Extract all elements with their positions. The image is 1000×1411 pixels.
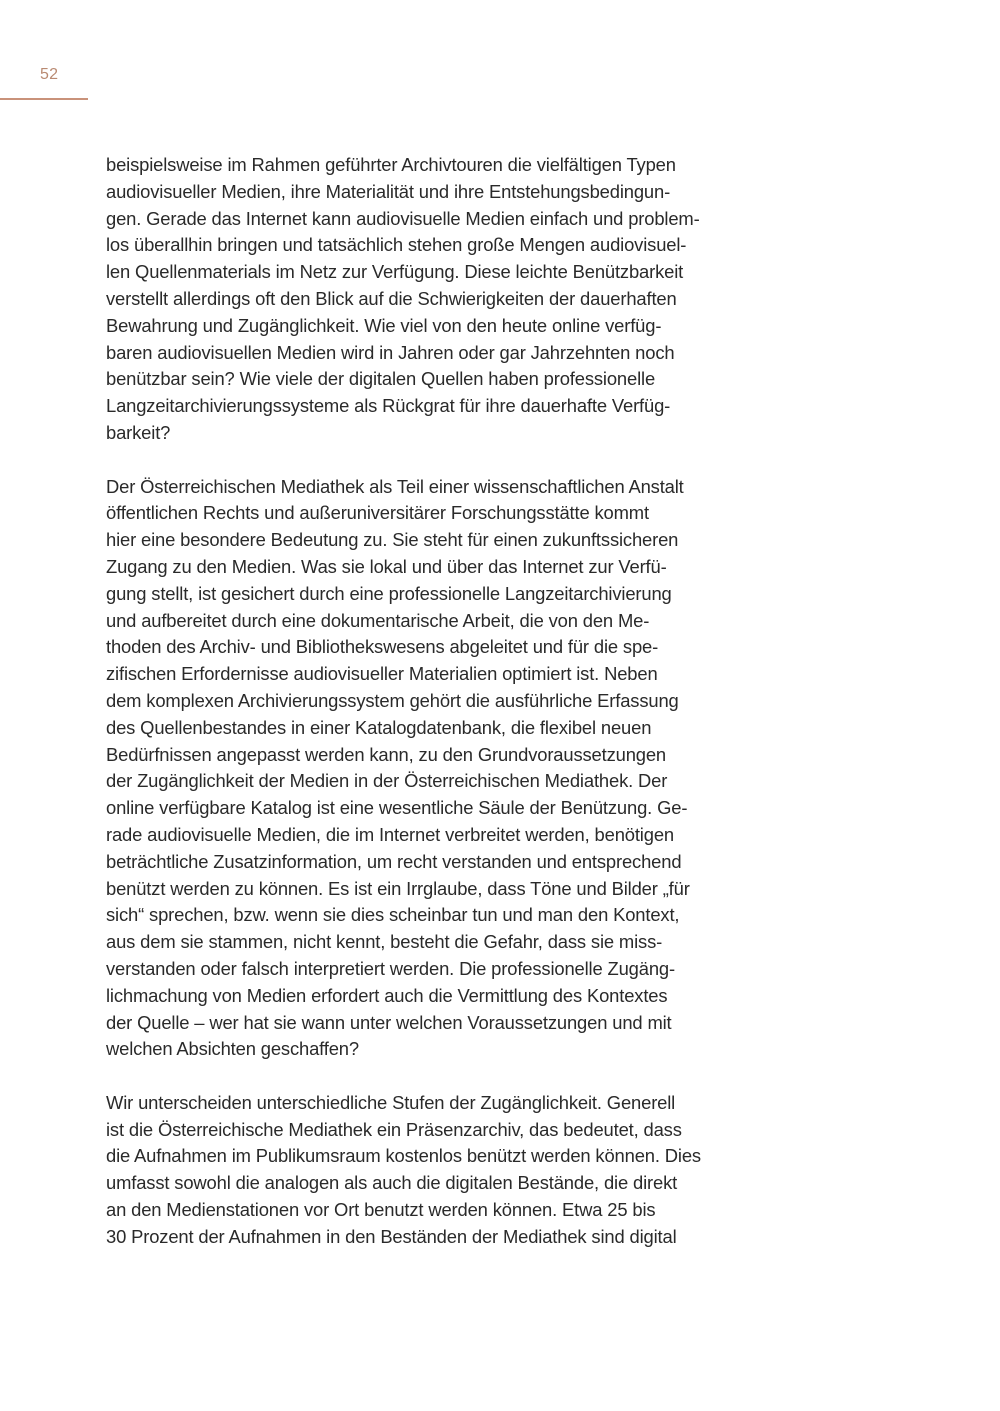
text-line: und aufbereitet durch eine dokumentarische Arbeit, die von den Me- (106, 609, 650, 631)
text-line: welchen Absichten geschaffen? (106, 1038, 359, 1060)
header-rule (0, 98, 88, 100)
text-line: baren audiovisuellen Medien wird in Jahren oder gar Jahrzehnten noch (106, 341, 675, 363)
text-line: hier eine besondere Bedeutung zu. Sie steht für einen zukunftssicheren (106, 529, 679, 551)
text-line: Wir unterscheiden unterschiedliche Stufen der Zugänglichkeit. Generell (106, 1091, 676, 1113)
text-line: benützbar sein? Wie viele der digitalen Quellen haben professionelle (106, 368, 656, 390)
text-line: die Aufnahmen im Publikumsraum kostenlos benützt werden können. Dies (106, 1145, 701, 1167)
paragraph-3 (106, 1090, 786, 1251)
text-line: 30 Prozent der Aufnahmen in den Beständen der Mediathek sind digital (106, 1225, 677, 1247)
paragraph-1 (106, 152, 786, 447)
body-text (106, 152, 786, 1277)
text-line: ist die Österreichische Mediathek ein Präsenzarchiv, das bedeutet, dass (106, 1118, 682, 1140)
text-line: len Quellenmaterials im Netz zur Verfügung. Diese leichte Benützbarkeit (106, 261, 684, 283)
text-line: thoden des Archiv- und Bibliothekswesens abgeleitet und für die spe- (106, 636, 659, 658)
text-line: aus dem sie stammen, nicht kennt, besteht die Gefahr, dass sie miss- (106, 931, 663, 953)
text-line: los überallhin bringen und tatsächlich stehen große Mengen audiovisuel- (106, 234, 687, 256)
text-line: verstanden oder falsch interpretiert werden. Die professionelle Zugäng- (106, 957, 675, 979)
text-line: Bedürfnissen angepasst werden kann, zu den Grundvoraussetzungen (106, 743, 667, 765)
page-number: 52 (40, 66, 59, 83)
text-line: online verfügbare Katalog ist eine wesentliche Säule der Benützung. Ge- (106, 797, 688, 819)
text-line: an den Medienstationen vor Ort benutzt werden können. Etwa 25 bis (106, 1199, 656, 1221)
text-line: lichmachung von Medien erfordert auch die Vermittlung des Kontextes (106, 984, 668, 1006)
text-line: umfasst sowohl die analogen als auch die digitalen Bestände, die direkt (106, 1172, 678, 1194)
text-line: des Quellenbestandes in einer Katalogdatenbank, die flexibel neuen (106, 716, 652, 738)
paragraph-2 (106, 474, 786, 1064)
text-line: Der Österreichischen Mediathek als Teil einer wissenschaftlichen Anstalt (106, 475, 684, 497)
text-line: Bewahrung und Zugänglichkeit. Wie viel von den heute online verfüg- (106, 314, 662, 336)
text-line: gen. Gerade das Internet kann audiovisuelle Medien einfach und problem- (106, 207, 700, 229)
text-line: barkeit? (106, 421, 171, 443)
text-line: öffentlichen Rechts und außeruniversitärer Forschungsstätte kommt (106, 502, 649, 524)
text-line: dem komplexen Archivierungssystem gehört die ausführliche Erfassung (106, 689, 679, 711)
text-line: der Zugänglichkeit der Medien in der Österreichischen Mediathek. Der (106, 770, 668, 792)
text-line: zifischen Erfordernisse audiovisueller Materialien optimiert ist. Neben (106, 663, 658, 685)
text-line: Langzeitarchivierungssysteme als Rückgrat für ihre dauerhafte Verfüg- (106, 395, 671, 417)
text-line: sich“ sprechen, bzw. wenn sie dies scheinbar tun und man den Kontext, (106, 904, 680, 926)
text-line: beträchtliche Zusatzinformation, um recht verstanden und entsprechend (106, 850, 682, 872)
text-line: Zugang zu den Medien. Was sie lokal und über das Internet zur Verfü- (106, 555, 667, 577)
text-line: rade audiovisuelle Medien, die im Internet verbreitet werden, benötigen (106, 823, 674, 845)
text-line: gung stellt, ist gesichert durch eine professionelle Langzeitarchivierung (106, 582, 672, 604)
text-line: benützt werden zu können. Es ist ein Irrglaube, dass Töne und Bilder „für (106, 877, 690, 899)
text-line: der Quelle – wer hat sie wann unter welchen Voraussetzungen und mit (106, 1011, 672, 1033)
text-line: audiovisueller Medien, ihre Materialität und ihre Entstehungsbedingun- (106, 180, 671, 202)
text-line: beispielsweise im Rahmen geführter Archivtouren die vielfältigen Typen (106, 154, 676, 175)
text-line: verstellt allerdings oft den Blick auf die Schwierigkeiten der dauerhaften (106, 287, 677, 309)
